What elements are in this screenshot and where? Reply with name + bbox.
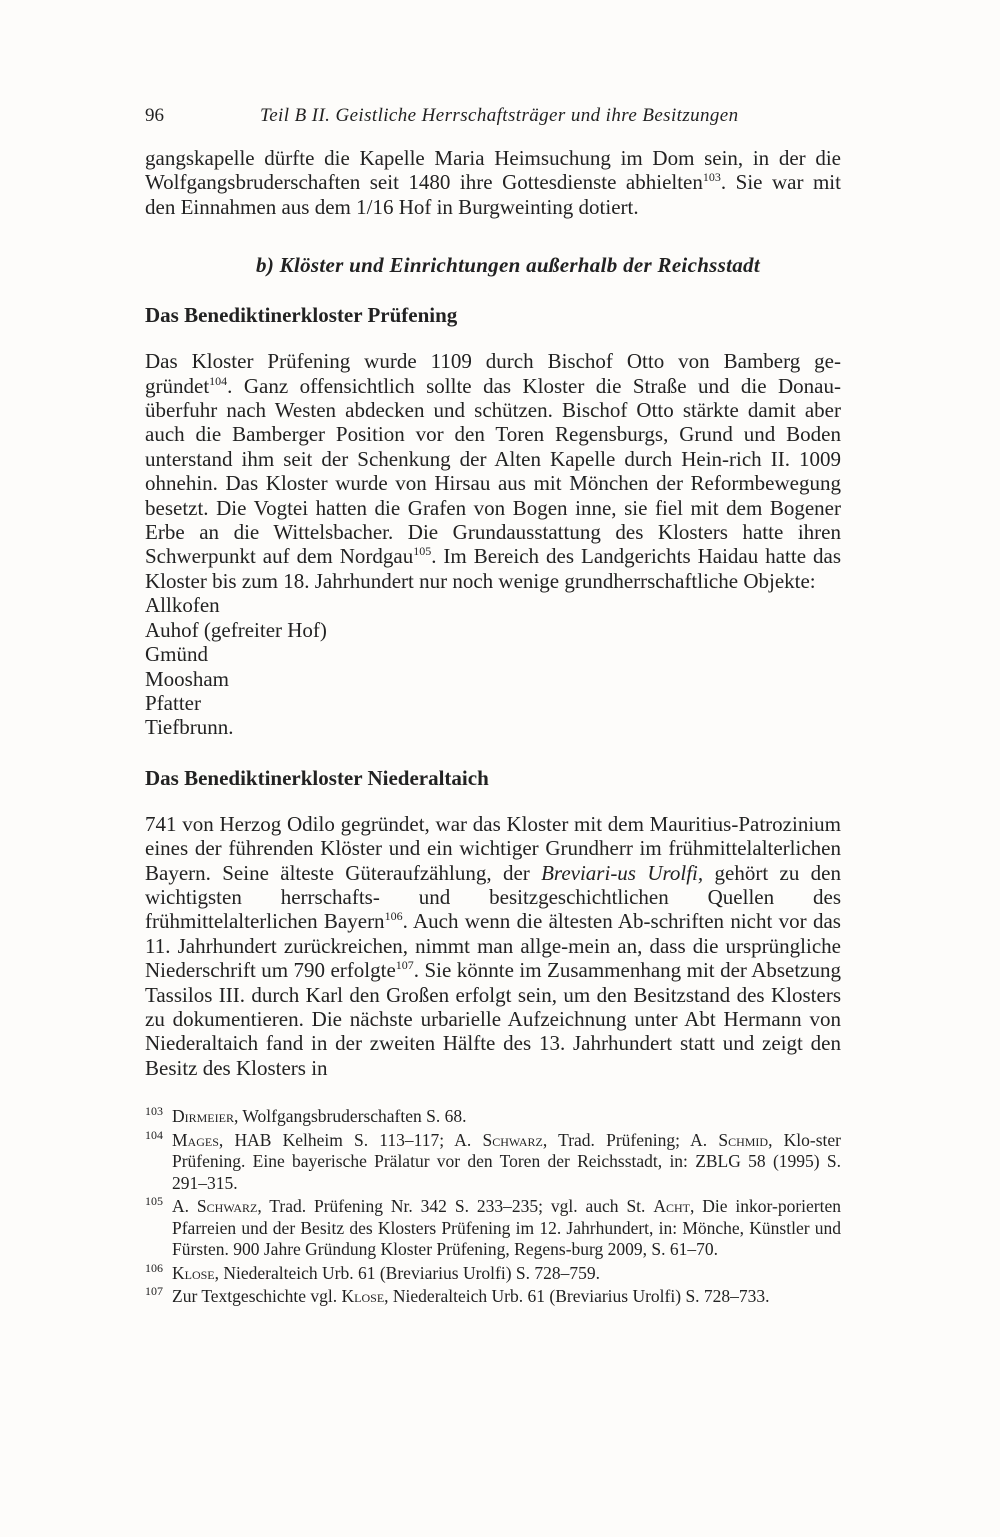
list-item: Allkofen <box>145 593 220 618</box>
list-item: Tiefbrunn. <box>145 715 234 740</box>
footnotes <box>145 1106 841 1308</box>
footnote-105 <box>145 1196 841 1261</box>
author-name: Schmid <box>718 1129 769 1150</box>
footnote-text: , Klo-ster Prüfening. Eine bayerische Prälatur vor den Toren der Reichsstadt, in: ZBLG 58 (1995) S. 291–315. <box>172 1129 841 1193</box>
paragraph-text: 741 von Herzog Odilo gegründet, war das Kloster mit dem Mauritius-Patrozinium eines der führenden Klöster und ein wichtiger Grundherr im frühmittelalterlichen Bayern. Seine älteste Güteraufzählung, der <box>145 811 841 885</box>
paragraph-pruefening <box>145 349 841 593</box>
subheading-niederaltaich: Das Benediktinerkloster Niederaltaich <box>145 765 489 790</box>
footnote-ref[interactable]: 103 <box>702 170 721 185</box>
footnote-text: Zur Textgeschichte vgl. <box>172 1286 342 1307</box>
author-name: Klose <box>341 1286 385 1307</box>
author-name: Schwarz <box>482 1129 543 1150</box>
footnote-104 <box>145 1127 841 1195</box>
italic-title: Breviari-us Urolfi, <box>541 860 704 885</box>
footnote-ref[interactable]: 107 <box>395 958 414 973</box>
place-list <box>145 593 841 739</box>
footnote-text: A. <box>172 1196 197 1217</box>
paragraph-text: . Im Bereich des Landgerichts Haidau hatte das Kloster bis zum 18. Jahrhundert nur noch wenige grundherrschaftliche Objekte: <box>145 544 841 593</box>
footnote-text: , Niederalteich Urb. 61 (Breviarius Urolfi) S. 728–733. <box>384 1286 770 1307</box>
running-title: Teil B II. Geistliche Herrschaftsträger und ihre Besitzungen <box>260 105 739 126</box>
paragraph-text: . Ganz offensichtlich sollte das Kloster die Straße und die Donau-überfuhr nach Westen abdecken und schützen. Bischof Otto stärkte damit aber auch die Bamberger Position vor den Toren Regensburgs, Grund und Boden unterstand ihm seit der Schenkung der Alten Kapelle durch Hein-rich II. 1009 ohnehin. Das Kloster wurde von Hirsau aus mit Mönchen der Reformbewegung besetzt. Die Vogtei hatten die Grafen von Bogen inne, sie fiel mit dem Bogener Erbe an die Wittelsbacher. Die Grundausstattung des Klosters hatte ihren Schwerpunkt auf dem Nordgau <box>145 373 841 569</box>
footnote-number: 107 <box>145 1284 163 1299</box>
author-name: Mages <box>172 1129 219 1150</box>
footnote-ref[interactable]: 105 <box>413 544 432 559</box>
running-head <box>145 100 841 132</box>
list-item: Pfatter <box>145 690 201 715</box>
paragraph-niederaltaich <box>145 812 841 1080</box>
footnote-number: 106 <box>145 1260 163 1275</box>
section-heading: b) Klöster und Einrichtungen außerhalb der Reichsstadt <box>256 253 760 278</box>
paragraph-text: . Sie war mit den Einnahmen aus dem 1/16 Hof in Burgweinting dotiert. <box>145 170 841 219</box>
footnote-text: , Trad. Prüfening Nr. 342 S. 233–235; vgl. auch St. <box>257 1196 654 1217</box>
footnote-106 <box>145 1260 841 1285</box>
footnote-text: , Wolfgangsbruderschaften S. 68. <box>233 1106 467 1127</box>
list-item: Auhof (gefreiter Hof) <box>145 617 327 642</box>
paragraph-text: gangskapelle dürfte die Kapelle Maria Heimsuchung im Dom sein, in der die Wolfgangsbruderschaften seit 1480 ihre Gottesdienste abhielten <box>145 146 841 195</box>
paragraph-text: Das Kloster Prüfening wurde 1109 durch Bischof Otto von Bamberg ge-gründet <box>145 349 841 398</box>
author-name: Acht <box>653 1196 690 1217</box>
list-item: Gmünd <box>145 642 208 667</box>
list-item: Moosham <box>145 666 229 691</box>
footnote-text: , Trad. Prüfening; A. <box>542 1129 719 1150</box>
footnote-text: , HAB Kelheim S. 113–117; A. <box>218 1129 483 1150</box>
footnote-ref[interactable]: 106 <box>384 909 403 924</box>
footnote-ref[interactable]: 104 <box>209 373 228 388</box>
author-name: Schwarz <box>196 1196 258 1217</box>
subheading-pruefening: Das Benediktinerkloster Prüfening <box>145 303 458 328</box>
paragraph-text: . Sie könnte im Zusammenhang mit der Absetzung Tassilos III. durch Karl den Großen erfolgt sein, um den Besitzstand des Klosters zu dokumentieren. Die nächste urbarielle Aufzeichnung unter Abt Hermann von Niederaltaich fand in der zweiten Hälfte des 13. Jahrhundert statt und zeigt den Besitz des Klosters in <box>145 958 842 1080</box>
footnote-number: 105 <box>145 1194 163 1209</box>
paragraph-text: gehört zu den wichtigsten herrschafts- und besitzgeschichtlichen Quellen des frühmittelalterlichen Bayern <box>145 860 841 934</box>
paragraph-text: . Auch wenn die ältesten Ab-schriften nicht vor das 11. Jahrhundert zurückreichen, nimmt man allge-mein an, dass die ursprüngliche Niederschrift um 790 erfolgte <box>145 909 841 983</box>
footnote-107 <box>145 1286 841 1308</box>
footnote-text: , Niederalteich Urb. 61 (Breviarius Urolfi) S. 728–759. <box>214 1262 601 1283</box>
author-name: Dirmeier <box>172 1106 234 1127</box>
book-page <box>145 100 841 1310</box>
author-name: Klose <box>172 1262 215 1283</box>
footnote-text: , Die inkor-porierten Pfarreien und der Besitz des Klosters Prüfening im 12. Jahrhundert, in: Mönche, Künstler und Fürsten. 900 Jahre Gründung Kloster Prüfening, Regens-burg 2009, S. 61–70. <box>172 1196 841 1260</box>
page-number: 96 <box>145 105 164 126</box>
paragraph-wolfgangskapelle <box>145 146 841 219</box>
footnote-number: 103 <box>145 1104 163 1119</box>
footnote-number: 104 <box>145 1127 163 1142</box>
footnote-103 <box>145 1106 841 1128</box>
